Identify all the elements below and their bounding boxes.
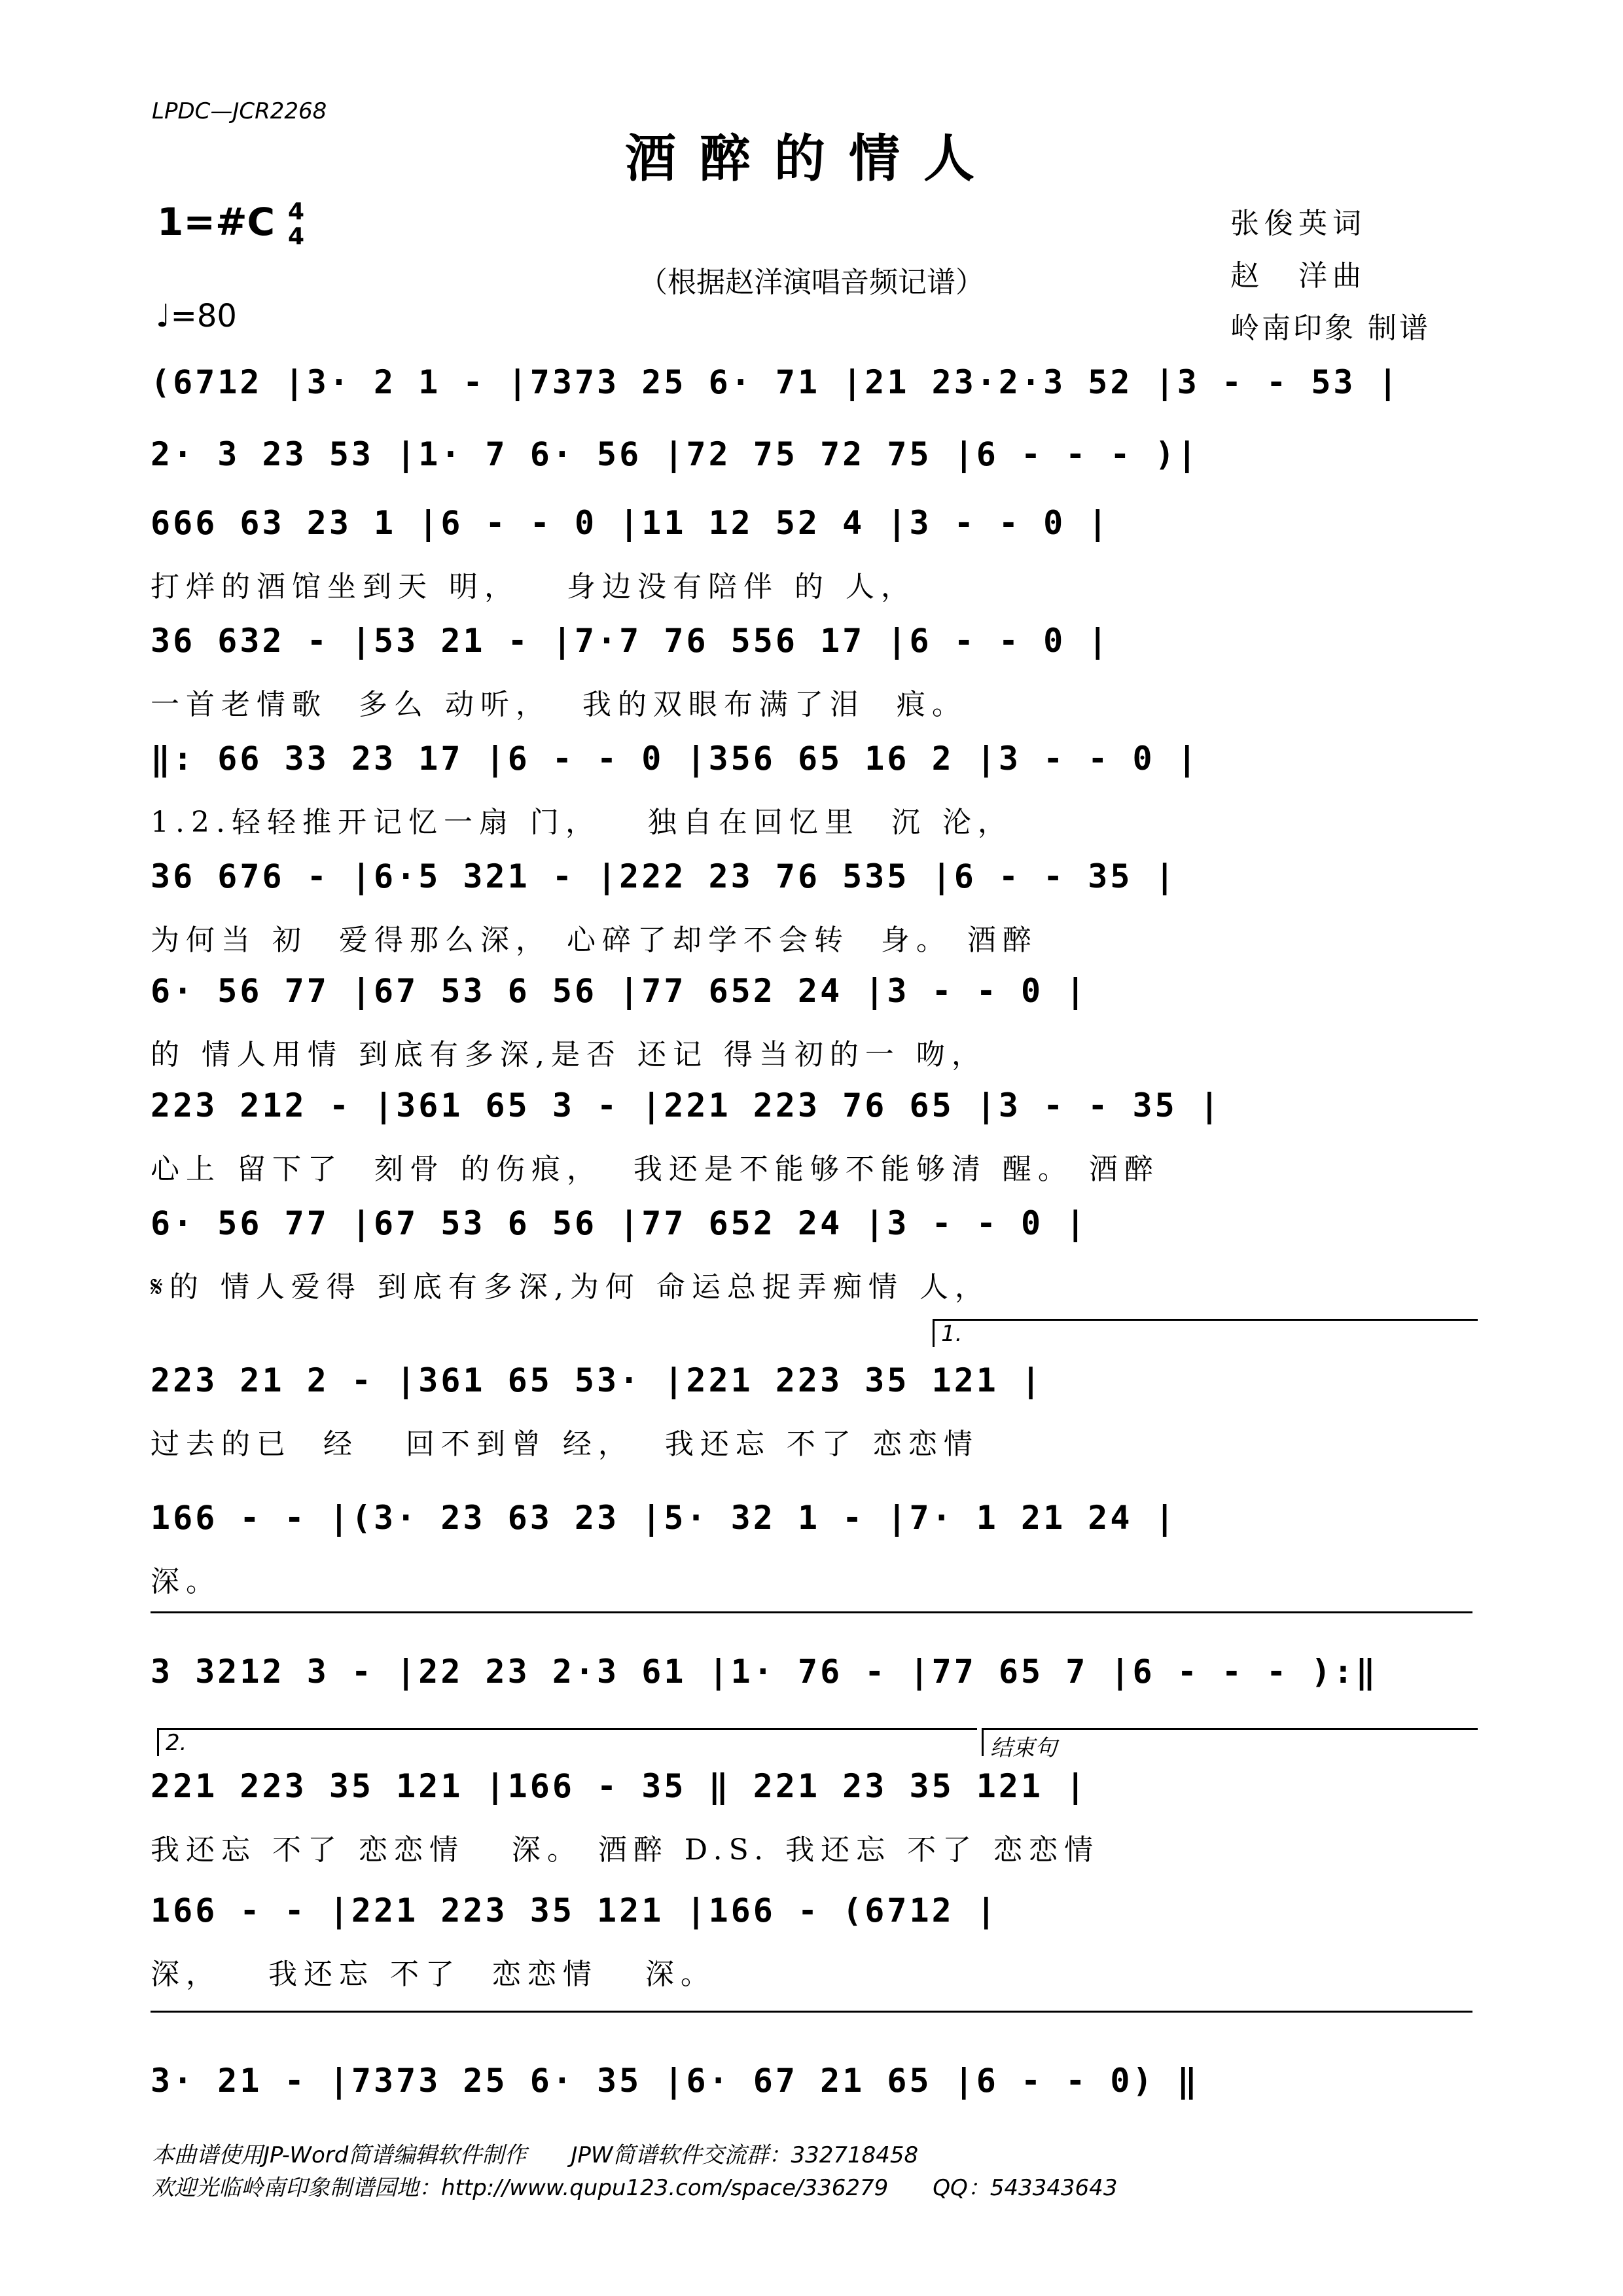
key-signature: 1=#C <box>157 200 276 244</box>
lyric-line: 1.2.轻轻推开记忆一扇 门， 独自在回忆里 沉 沦， <box>151 806 1013 839</box>
tempo-marking: ♩=80 <box>156 298 237 334</box>
notation-line: 3 3212 3 - |22 23 2·3 61 |1· 76 - |77 65 7 |6 - - - ):‖ <box>151 1653 1378 1691</box>
footer-software-note: 本曲谱使用JP-Word简谱编辑软件制作 JPW简谱软件交流群：332718458 <box>152 2142 919 2168</box>
lyric-line: 我还忘 不了 恋恋情 深。 酒醉 D.S. 我还忘 不了 恋恋情 <box>151 1833 1100 1867</box>
notation-line: (6712 |3· 2 1 - |7373 25 6· 71 |21 23·2·3 52 |3 - - 53 | <box>151 363 1400 401</box>
score-code: LPDC—JCR2268 <box>152 98 327 124</box>
coda-ending-bracket: 结束句 <box>982 1728 1478 1756</box>
lyric-line: 一首老情歌 多么 动听， 我的双眼布满了泪 痕。 <box>151 688 967 721</box>
notation-line: 166 - - |(3· 23 63 23 |5· 32 1 - |7· 1 21 24 | <box>151 1499 1177 1537</box>
lyric-line: 打烊的酒馆坐到天 明， 身边没有陪伴 的 人， <box>151 570 916 603</box>
notation-line: ‖: 66 33 23 17 |6 - - 0 |356 65 16 2 |3 - - 0 | <box>151 740 1200 778</box>
notation-line: 36 632 - |53 21 - |7·7 76 556 17 |6 - - 0 | <box>151 622 1111 660</box>
footer-website-note: 欢迎光临岭南印象制谱园地：http://www.qupu123.com/space/336279 QQ：543343643 <box>152 2175 1118 2201</box>
lyric-line: 𝄋的 情人爱得 到底有多深,为何 命运总捉弄痴情 人， <box>151 1270 990 1304</box>
second-ending-bracket: 2. <box>157 1728 977 1756</box>
composer-credit: 赵 洋曲 <box>1230 259 1366 293</box>
lyric-line: 深。 <box>151 1565 221 1598</box>
system-bracket-rule <box>151 2011 1472 2013</box>
notation-line: 6· 56 77 |67 53 6 56 |77 652 24 |3 - - 0 | <box>151 972 1088 1010</box>
notation-line: 223 21 2 - |361 65 53· |221 223 35 121 | <box>151 1361 1044 1399</box>
notation-line: 6· 56 77 |67 53 6 56 |77 652 24 |3 - - 0 | <box>151 1204 1088 1242</box>
time-signature <box>288 200 304 249</box>
lyric-line: 的 情人用情 到底有多深,是否 还记 得当初的一 吻， <box>151 1038 987 1071</box>
lyricist-credit: 张俊英词 <box>1230 207 1366 240</box>
system-bracket-rule <box>151 1611 1472 1613</box>
lyric-line: 过去的已 经 回不到曾 经， 我还忘 不了 恋恋情 <box>151 1427 979 1461</box>
lyric-line: 为何当 初 爱得那么深， 心碎了却学不会转 身。 酒醉 <box>151 924 1038 957</box>
lyric-line: 深， 我还忘 不了 恋恋情 深。 <box>151 1958 716 1991</box>
notation-line: 666 63 23 1 |6 - - 0 |11 12 52 4 |3 - - 0 | <box>151 504 1111 542</box>
meter-top: 4 <box>288 198 305 225</box>
notation-line: 223 212 - |361 65 3 - |221 223 76 65 |3 - - 35 | <box>151 1086 1222 1124</box>
arranger-credit: 岭南印象 制谱 <box>1230 312 1431 345</box>
lyric-line: 心上 留下了 刻骨 的伤痕， 我还是不能够不能够清 醒。 酒醉 <box>151 1153 1160 1186</box>
transcription-note: （根据赵洋演唱音频记谱） <box>639 266 984 299</box>
meter-bottom: 4 <box>288 223 305 250</box>
notation-line: 2· 3 23 53 |1· 7 6· 56 |72 75 72 75 |6 - - - )| <box>151 435 1200 473</box>
first-ending-bracket: 1. <box>933 1319 1478 1347</box>
song-title: 酒醉的情人 <box>624 129 998 188</box>
notation-line: 3· 21 - |7373 25 6· 35 |6· 67 21 65 |6 - - 0) ‖ <box>151 2062 1200 2100</box>
notation-line: 36 676 - |6·5 321 - |222 23 76 535 |6 - - 35 | <box>151 857 1177 895</box>
notation-line: 221 223 35 121 |166 - 35 ‖ 221 23 35 121 | <box>151 1767 1088 1805</box>
notation-line: 166 - - |221 223 35 121 |166 - (6712 | <box>151 1892 999 1929</box>
